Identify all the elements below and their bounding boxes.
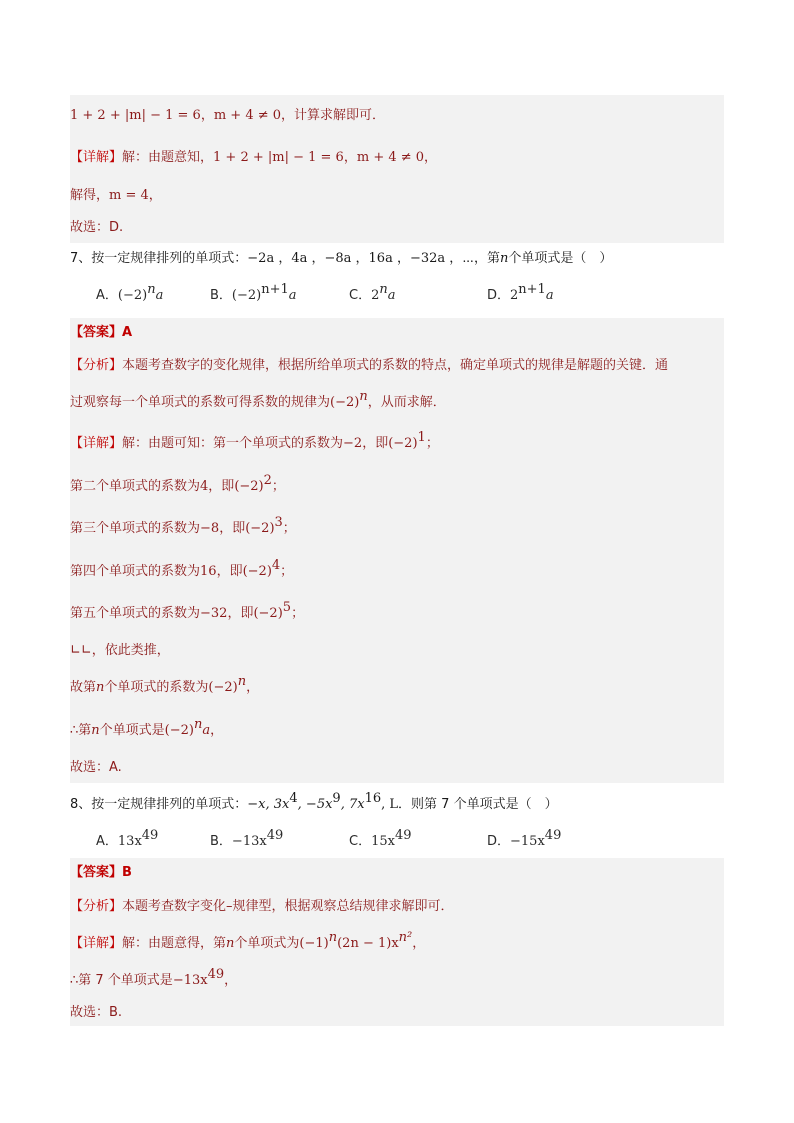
q6-solution-tail (70, 95, 724, 243)
answer-tag: 【答案】 (70, 325, 123, 340)
q7-etc-line: ∟∟，依此类推， (70, 643, 170, 658)
q6-choose-line: 故选：D. (70, 220, 124, 235)
q8-analysis-line: 【分析】本题考查数字变化–规律型，根据观察总结规律求解即可． (70, 899, 454, 914)
answer-tag: 【答案】 (70, 865, 123, 880)
q7-stem: 7、按一定规律排列的单项式：−2a ，4a ，−8a ，16a ，−32a ，⋯，第n个单项式是（ ） (70, 251, 613, 266)
q6-solve-line: 解得，m = 4， (70, 188, 162, 203)
q8-answer-line (70, 864, 132, 882)
q7-analysis-line-1: 【分析】本题考查数字的变化规律，根据所给单项式的系数的特点，确定单项式的规律是解题的关键．通 (70, 358, 669, 373)
answer-value: A (122, 325, 133, 340)
q8-solution (70, 858, 724, 1026)
detail-tag: 【详解】 (70, 936, 123, 951)
q7-option-b[interactable]: B．$(-2)^{n+1}a$ (210, 282, 297, 303)
q8-stem: 8、按一定规律排列的单项式：−x, $3x^4$, $-5x^9$, $7x^{16}$, L．则第 7 个单项式是（ ） (70, 791, 558, 812)
q8-option-c[interactable]: C．$15x^{49}$ (349, 828, 412, 849)
q7-detail-row-5: 第五个单项式的系数为−32，即$(-2)^5$； (70, 600, 305, 621)
q8-detail-line: 【详解】解：由题意得，第n个单项式为$(-1)^n(2n - 1)x^{n^2}$， (70, 930, 426, 951)
q7-option-d[interactable]: D．$2^{n+1}a$ (487, 282, 554, 303)
detail-tag: 【详解】 (70, 436, 123, 451)
q7-conclusion-line: 故第n个单项式的系数为$(-2)^n$， (70, 674, 260, 695)
q7-solution (70, 318, 724, 783)
q8-option-a[interactable]: A．$13x^{49}$ (96, 828, 159, 849)
analysis-tag: 【分析】 (70, 899, 123, 914)
q7-option-c[interactable]: C．2$^n$a (349, 282, 396, 303)
q7-therefore-line: ∴第n个单项式是$(-2)^na$， (70, 717, 224, 738)
q7-detail-row-2: 第二个单项式的系数为4，即$(-2)^2$； (70, 473, 285, 494)
q7-option-a[interactable]: A．$(-2)^na$ (96, 282, 164, 303)
q7-detail-line-1: 【详解】解：由题可知：第一个单项式的系数为−2，即$(-2)^1$； (70, 430, 439, 451)
q7-analysis-line-2: 过观察每一个单项式的系数可得系数的规律为$(-2)^n$，从而求解． (70, 389, 446, 410)
q8-choose-line: 故选：B. (70, 1005, 123, 1020)
q6-analysis-line: 1 + 2 + |m| − 1 = 6，m + 4 ≠ 0，计算求解即可． (70, 108, 386, 123)
detail-tag: 【详解】 (70, 150, 123, 165)
analysis-tag: 【分析】 (70, 358, 123, 373)
q7-answer-line (70, 324, 132, 342)
q7-detail-row-3: 第三个单项式的系数为−8，即$(-2)^3$； (70, 515, 296, 536)
q8-therefore-line: ∴第 7 个单项式是$-13x^{49}$， (70, 967, 238, 988)
q7-detail-row-4: 第四个单项式的系数为16，即$(-2)^4$； (70, 558, 294, 579)
q6-detail-line: 【详解】解：由题意知，1 + 2 + |m| − 1 = 6，m + 4 ≠ 0， (70, 150, 438, 165)
answer-value: B (122, 865, 132, 880)
q8-option-d[interactable]: D．$-15x^{49}$ (487, 828, 562, 849)
q8-option-b[interactable]: B．$-13x^{49}$ (210, 828, 284, 849)
q7-choose-line: 故选：A. (70, 760, 122, 775)
